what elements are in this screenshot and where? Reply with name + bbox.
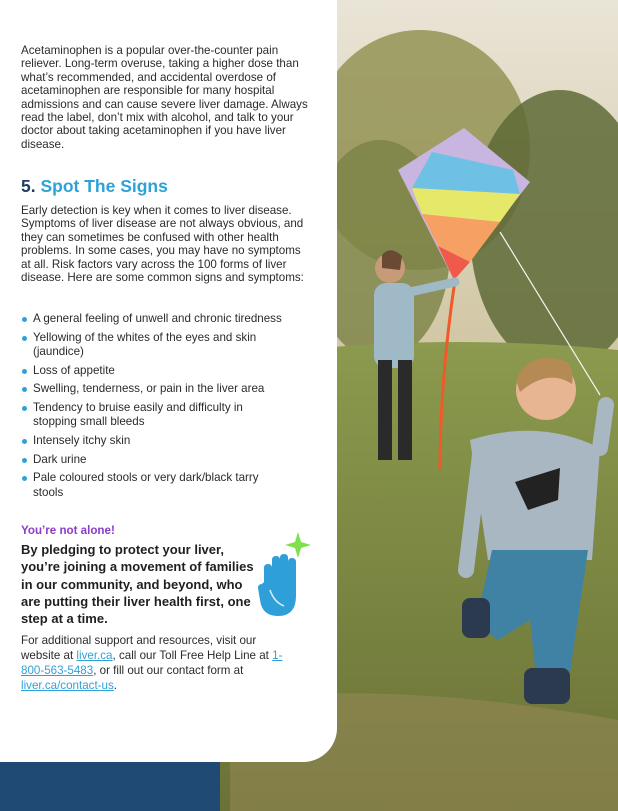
list-item: A general feeling of unwell and chronic tiredness	[21, 312, 321, 326]
raised-hand-icon	[256, 530, 316, 620]
list-item: Loss of appetite	[21, 364, 321, 378]
list-item: Swelling, tenderness, or pain in the liver area	[21, 382, 321, 396]
bullet-icon	[22, 336, 27, 341]
list-item: Yellowing of the whites of the eyes and skin (jaundice)	[21, 331, 263, 359]
bullet-icon	[22, 387, 27, 392]
early-detection-paragraph: Early detection is key when it comes to liver disease. Symptoms of liver disease are not always obvious, and they can sometimes be confused with other health problems. In some cases, you may have no symptoms at all. Risk factors vary across the 100 forms of liver disease. Here are some common signs and symptoms:	[21, 204, 304, 285]
section-heading	[21, 176, 168, 197]
bullet-icon	[22, 476, 27, 481]
section-number: 5.	[21, 176, 36, 196]
contact-form-link[interactable]: liver.ca/contact-us	[21, 679, 114, 692]
section-title: Spot The Signs	[40, 176, 168, 196]
acetaminophen-paragraph: Acetaminophen is a popular over-the-counter pain reliever. Long-term overuse, taking a higher dose than what’s recommended, and accidental overdose of acetaminophen are responsible for many hospital admissions and can cause severe liver damage. Always read the label, don’t mix with alcohol, and talk to your doctor about taking acetaminophen if you have liver disease.	[21, 44, 308, 151]
callout-label: You’re not alone!	[21, 524, 115, 537]
help-line-link[interactable]: 1-800-563-5483	[21, 649, 283, 677]
pledge-text: By pledging to protect your liver, you’re joining a movement of families in our community, and beyond, who are putting their liver health first, one step at a time.	[21, 542, 254, 627]
bullet-icon	[22, 406, 27, 411]
list-item: Tendency to bruise easily and difficulty in stopping small bleeds	[21, 401, 278, 429]
bullet-icon	[22, 317, 27, 322]
symptoms-list	[21, 312, 321, 504]
list-item: Dark urine	[21, 453, 321, 467]
website-link[interactable]: liver.ca	[76, 649, 113, 662]
footer-navy-bar	[0, 762, 220, 811]
list-item: Intensely itchy skin	[21, 434, 321, 448]
list-item: Pale coloured stools or very dark/black tarry stools	[21, 471, 273, 499]
bullet-icon	[22, 458, 27, 463]
support-paragraph: For additional support and resources, visit our website at liver.ca, call our Toll Free Help Line at 1-800-563-5483, or fill out our contact form at liver.ca/contact-us.	[21, 634, 283, 692]
bullet-icon	[22, 369, 27, 374]
bullet-icon	[22, 439, 27, 444]
